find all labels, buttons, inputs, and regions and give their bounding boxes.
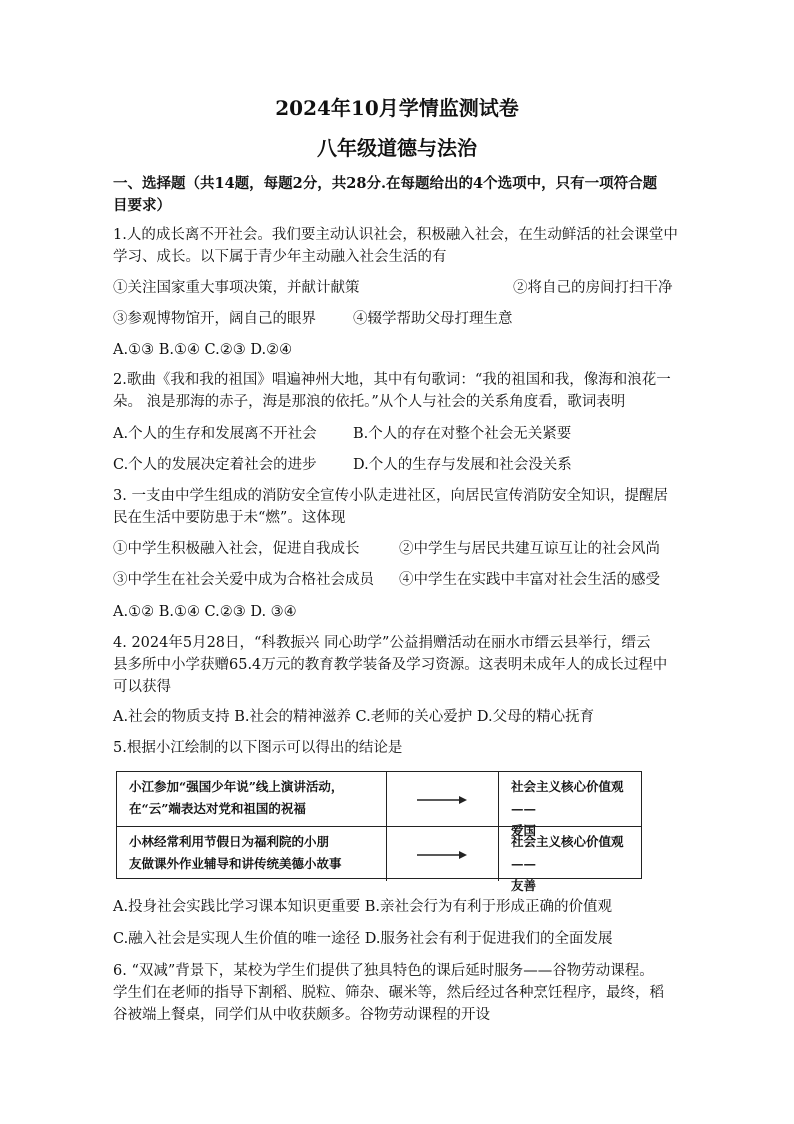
q6-stem-line-2: 学生们在老师的指导下割稻、脱粒、筛杂、碾米等，然后经过各种烹饪程序，最终，稻 [113, 985, 664, 1001]
q5-diagram-row-1-arrow-cell [387, 772, 499, 826]
q5-diagram-row-2-value [499, 827, 641, 893]
q5-diagram-row-2-value-line-1: 社会主义核心价值观—— [511, 834, 624, 871]
q2-choice-a: A.个人的生存和发展离不开社会 [113, 426, 317, 442]
q1-stem-line-1: 1.人的成长离不开社会。我们要主动认识社会，积极融入社会，在生动鲜活的社会课堂中 [113, 227, 678, 243]
q1-statement-4: ④辍学帮助父母打理生意 [353, 311, 513, 327]
q2-choice-c: C.个人的发展决定着社会的进步 [113, 457, 317, 473]
q5-diagram-row-1-value [499, 772, 641, 838]
q3-statement-4: ④中学生在实践中丰富对社会生活的感受 [399, 572, 660, 588]
q3-statements-row-1 [113, 538, 683, 561]
right-arrow-icon [417, 851, 467, 859]
q3-statements-row-2 [113, 569, 683, 592]
right-arrow-icon [417, 796, 467, 804]
q5-diagram [116, 771, 642, 893]
q5-diagram-row-2 [117, 826, 641, 893]
q2-choice-b: B.个人的存在对整个社会无关紧要 [353, 426, 572, 442]
q6-stem-line-3: 谷被端上餐桌，同学们从中收获颇多。谷物劳动课程的开设 [113, 1007, 490, 1023]
q2-choices-row-1 [113, 423, 683, 446]
q1-choices: A.①③ B.①④ C.②③ D.②④ [113, 342, 293, 358]
q2-stem-line-2: 朵。 浪是那海的赤子，海是那浪的依托。”从个人与社会的关系角度看，歌词表明 [113, 394, 626, 410]
q1-statements-row-1 [113, 277, 683, 300]
q3-choices: A.①② B.①④ C.②③ D. ③④ [113, 604, 297, 620]
q5-diagram-row-1-example [117, 772, 387, 826]
q3-statement-3: ③中学生在社会关爱中成为合格社会成员 [113, 572, 374, 588]
q5-diagram-row-1-value-line-2: 爱国 [511, 823, 537, 838]
q4-stem-line-3: 可以获得 [113, 679, 171, 695]
q5-stem: 5.根据小江绘制的以下图示可以得出的结论是 [113, 740, 403, 756]
q4-stem-line-2: 县多所中小学获赠65.4万元的教育教学装备及学习资源。这表明未成年人的成长过程中 [113, 657, 668, 673]
q3-statement-1: ①中学生积极融入社会，促进自我成长 [113, 541, 360, 557]
q1-statement-2: ②将自己的房间打扫干净 [513, 280, 673, 296]
q1-statement-1: ①关注国家重大事项决策，并献计献策 [113, 280, 360, 296]
q5-diagram-row-1 [117, 772, 641, 838]
q1-statement-3: ③参观博物馆开，阔自己的眼界 [113, 311, 316, 327]
q6-stem-line-1: 6. “双减”背景下，某校为学生们提供了独具特色的课后延时服务——谷物劳动课程。 [113, 963, 654, 979]
q2-choice-d: D.个人的生存与发展和社会没关系 [353, 457, 572, 473]
q1-stem-line-2: 学习、成长。以下属于青少年主动融入社会生活的有 [113, 249, 447, 265]
q5-diagram-row-2-example-line-1: 小林经常利用节假日为福利院的小朋 [129, 834, 330, 849]
q5-choices-cd: C.融入社会是实现人生价值的唯一途径 D.服务社会有利于促进我们的全面发展 [113, 931, 613, 947]
section-heading-line-2: 目要求） [113, 197, 171, 214]
q5-diagram-row-2-example-line-2: 友做课外作业辅导和讲传统美德小故事 [129, 856, 342, 871]
q5-diagram-row-1-example-line-2: 在“云”端表达对党和祖国的祝福 [129, 801, 306, 816]
q3-stem-line-2: 民在生活中要防患于未“燃”。这体现 [113, 510, 346, 526]
q5-diagram-row-1-example-line-1: 小江参加“强国少年说”线上演讲活动， [129, 779, 344, 794]
q5-diagram-row-1-value-line-1: 社会主义核心价值观—— [511, 779, 624, 816]
section-heading-line-1: 一、选择题（共14题，每题2分，共28分.在每题给出的4个选项中，只有一项符合题 [113, 175, 658, 192]
q4-stem-line-1: 4. 2024年5月28日，“科教振兴 同心助学”公益捐赠活动在丽水市缙云县举行，缙云 [113, 635, 651, 651]
q5-diagram-row-2-arrow-cell [387, 827, 499, 881]
q5-diagram-row-2-value-line-2: 友善 [511, 878, 537, 893]
q2-choices-row-2 [113, 454, 683, 477]
q1-statements-row-2 [113, 308, 683, 331]
q4-choices: A.社会的物质支持 B.社会的精神滋养 C.老师的关心爱护 D.父母的精心抚育 [113, 709, 595, 725]
q5-diagram-row-2-example [117, 827, 387, 881]
q3-statement-2: ②中学生与居民共建互谅互让的社会风尚 [399, 541, 660, 557]
exam-subject: 八年级道德与法治 [317, 136, 477, 160]
exam-title: 2024年10月学情监测试卷 [275, 96, 519, 120]
q5-choices-ab: A.投身社会实践比学习课本知识更重要 B.亲社会行为有利于形成正确的价值观 [113, 899, 612, 915]
q3-stem-line-1: 3. 一支由中学生组成的消防安全宣传小队走进社区，向居民宣传消防安全知识，提醒居 [113, 488, 668, 504]
q2-stem-line-1: 2.歌曲《我和我的祖国》唱遍神州大地，其中有句歌词：“我的祖国和我，像海和浪花一 [113, 372, 671, 388]
